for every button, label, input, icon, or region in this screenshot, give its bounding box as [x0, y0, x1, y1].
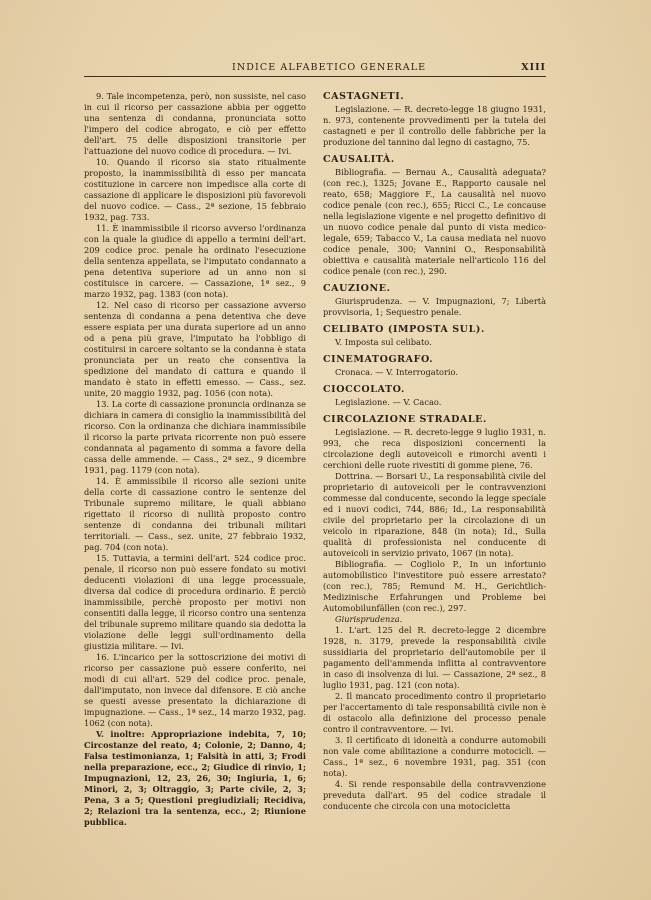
entry-text: 1. L'art. 125 del R. decreto-legge 2 dicembre 1928, n. 3179, prevede la responsabilità civile sussidiaria del proprietario dell'automobile per il pagamento dell'ammenda inflitta al contravventore in caso di insolvenza di lui. — Cassazione, 2ª sez., 8 luglio 1931, pag. 121 (con nota). — [323, 625, 546, 690]
paragraph: 14. È ammissibile il ricorso alle sezioni unite della corte di cassazione contro le sentenze del Tribunale supremo militare, le quali abbiano rigettato il ricorso di nullità proposto contro sentenze di condanna dei tribunali militari territoriali. — Cass., sez. unite, 27 febbraio 1932, pag. 704 (con nota). — [84, 476, 306, 552]
entry-text: Cronaca. — V. Interrogatorio. — [335, 367, 459, 377]
entry-text: 3. Il certificato di idoneità a condurre automobili non vale come abilitazione a condurre motocicli. — Cass., 1ª sez., 6 novembre 1931, pag. 351 (con nota). — [323, 735, 546, 778]
page-number: XIII — [521, 62, 546, 73]
paragraph: 9. Tale incompetenza, però, non sussiste, nel caso in cui il ricorso per cassazione abbia per oggetto una sentenza di condanna, pronunciata sotto l'impero del codice abrogato, e ciò per effetto dell'art. 75 delle disposizioni transitorie per l'attuazione del nuovo codice di procedura. — Ivi. — [84, 91, 306, 156]
entry-text: Legislazione. — R. decreto-legge 18 giugno 1931, n. 973, contenente provvedimenti per la tutela dei castagneti e per il controllo delle fabbriche per la produzione del tannino dal legno di castagno, 75. — [323, 104, 546, 147]
entry-heading: CIOCCOLATO. — [323, 384, 405, 395]
entry-text: Giurisprudenza. — V. Impugnazioni, 7; Libertà provvisoria, 1; Sequestro penale. — [323, 296, 546, 317]
entry-text: 4. Si rende responsabile della contravvenzione preveduta dall'art. 95 del codice stradale il conducente che circola con una motocicletta — [323, 779, 546, 811]
entry-heading: CIRCOLAZIONE STRADALE. — [323, 414, 487, 425]
right-column — [323, 91, 546, 817]
entry-text: Bibliografia. — Cogliolo P., In un infortunio automobilistico l'investitore può essere arrestato? (con rec.), 785; Remund M. H., Gerichtlich-Medizinische Erfahrungen und Probleme bei Automobilunfällen (con rec.), 297. — [323, 559, 546, 613]
running-header — [84, 62, 546, 77]
index-entry — [323, 324, 546, 348]
entry-heading: CASTAGNETI. — [323, 91, 405, 102]
paragraph: 13. La corte di cassazione pronuncia ordinanza se dichiara in camera di consiglio la inammissibilità del ricorso. Con la ordinanza che dichiara inammissibile il ricorso la parte privata ricorrente non può essere condannata al pagamento di somma a favore della cassa delle ammende. — Cass., 2ª sez., 9 dicembre 1931, pag. 1179 (con nota). — [84, 399, 306, 475]
entry-heading: CAUSALITÀ. — [323, 154, 395, 165]
index-entry — [323, 154, 546, 277]
paragraph: 10. Quando il ricorso sia stato ritualmente proposto, la inammissibilità di esso per mancata costituzione in carcere non impedisce alla corte di cassazione di applicare le disposizioni più favorevoli del nuovo codice. — Cass., 2ª sezione, 15 febbraio 1932, pag. 733. — [84, 157, 306, 222]
entry-text: Giurisprudenza. — [335, 614, 403, 624]
header-title: INDICE ALFABETICO GENERALE — [232, 62, 427, 73]
index-entry — [323, 283, 546, 318]
entry-text: Legislazione. — V. Cacao. — [335, 397, 442, 407]
paragraph: 15. Tuttavia, a termini dell'art. 524 codice proc. penale, il ricorso non può essere fondato su motivi deducenti violazioni di una legge processuale, diversa dal codice di procedura ordinario. È perciò inammissibile, perchè proposto per motivi non consentiti dalla legge, il ricorso contro una sentenza del tribunale supremo militare quando sia dedotta la violazione delle leggi sull'ordinamento della giustizia militare. — Ivi. — [84, 553, 306, 651]
entry-heading: CAUZIONE. — [323, 283, 391, 294]
entry-heading: CINEMATOGRAFO. — [323, 354, 434, 365]
paragraph: 12. Nel caso di ricorso per cassazione avverso sentenza di condanna a pena detentiva che deve essere espiata per una durata superiore ad un anno od a pena più grave, l'imputato ha l'obbligo di costituirsi in carcere soltanto se la condanna è stata pronunciata per un reato che consentiva la spedizione del mandato di cattura e quando il mandato è stato in effetti emesso. — Cass., sez. unite, 20 maggio 1932, pag. 1056 (con nota). — [84, 300, 306, 398]
index-entry — [323, 414, 546, 812]
entry-heading: CELIBATO (IMPOSTA SUL). — [323, 324, 485, 335]
entry-text: Legislazione. — R. decreto-legge 9 luglio 1931, n. 993, che reca disposizioni concernenti la circolazione degli autoveicoli e rimorchi aventi i cerchioni delle ruote rivestiti di gomme piene, 76. — [323, 427, 546, 470]
index-entry — [323, 91, 546, 148]
paragraph: 11. È inammissibile il ricorso avverso l'ordinanza con la quale la giudice di appello a termini dell'art. 209 codice proc. penale ha ordinato l'esecuzione della sentenza appellata, se l'imputato condannato a pena detentiva superiore ad un anno non si costituisce in carcere. — Cassazione, 1ª sez., 9 marzo 1932, pag. 1383 (con nota). — [84, 223, 306, 299]
entry-text: Dottrina. — Borsari U., La responsabilità civile del proprietario di autoveicoli per le contravvenzioni commesse dal conducente, secondo la legge speciale ed i nuovi codici, 744, 886; Id., La responsabilità civile del proprietario per la circolazione di un veicolo in riparazione, 848 (in nota); Id., Sulla qualità di professionista nel conducente di autoveicoli in servizio privato, 1067 (in nota). — [323, 471, 546, 558]
entry-text: V. Imposta sul celibato. — [335, 337, 432, 347]
entry-text: 2. Il mancato procedimento contro il proprietario per l'accertamento di tale responsabilità civile non è di ostacolo alla definizione del processo penale contro il contravventore. — Ivi. — [323, 691, 546, 734]
see-also-paragraph: V. inoltre: Appropriazione indebita, 7, 10; Circostanze del reato, 4; Colonie, 2; Danno, 4; Falsa testimonianza, 1; Falsità in atti, 3; Frodi nella preparazione, ecc., 2; Giudice di rinvio, 1; Impugnazioni, 12, 23, 26, 30; Ingiuria, 1, 6; Minori, 2, 3; Oltraggio, 3; Parte civile, 2, 3; Pena, 3 a 5; Questioni pregiudiziali; Recidiva, 2; Relazioni tra la sentenza, ecc., 2; Riunione pubblica. — [84, 729, 306, 827]
index-entry — [323, 384, 546, 408]
left-column — [84, 91, 306, 828]
entry-text: Bibliografia. — Bernau A., Causalità adeguata? (con rec.), 1325; Jovane E., Rapporto causale nel reato, 658; Maggiore F., La causalità nel nuovo codice penale (con rec.), 655; Ricci C., Le concause nella legislazione vigente e nel progetto definitivo di un nuovo codice penale dal punto di vista medico-legale, 659; Tabacco V., La causa mediata nel nuovo codice penale, 300; Vannini O., Responsabilità obiettiva e causalità materiale nell'articolo 116 del codice penale (con rec.), 290. — [323, 167, 546, 276]
paragraph: 16. L'incarico per la sottoscrizione dei motivi di ricorso per cassazione può essere conferito, nei modi di cui all'art. 529 del codice proc. penale, dall'imputato, non invece dal difensore. E ciò anche se questi avesse presentato la dichiarazione di impugnazione. — Cass., 1ª sez., 14 marzo 1932, pag. 1062 (con nota). — [84, 652, 306, 728]
index-entry — [323, 354, 546, 378]
